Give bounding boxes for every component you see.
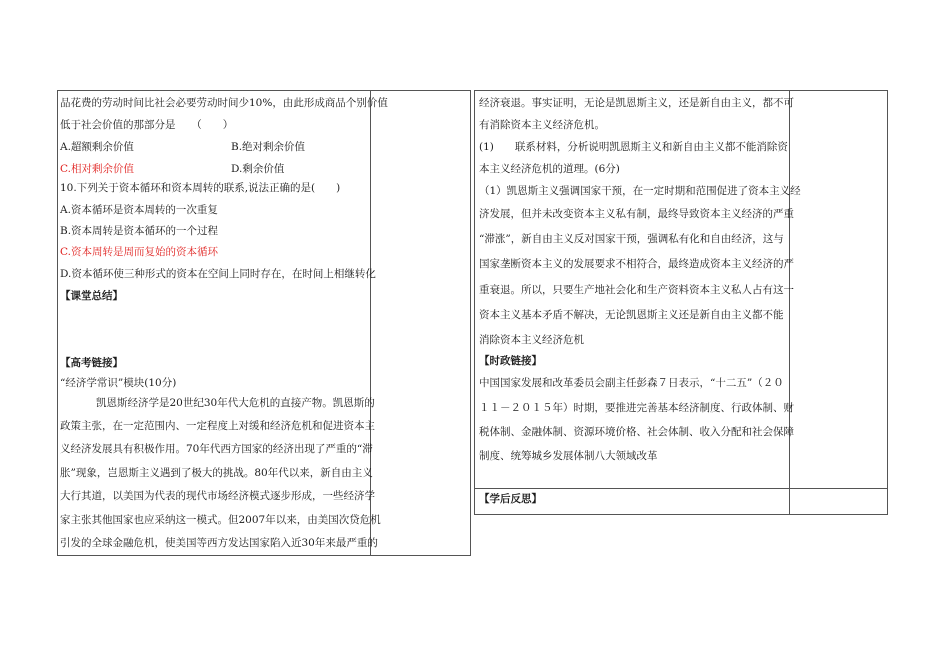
answer-line: （1）凯恩斯主义强调国家干预，在一定时期和范围促进了资本主义经 <box>479 185 801 197</box>
q9-option-a: A.超额剩余价值 <box>60 141 134 153</box>
passage-line: 义经济发展具有积极作用。70年代西方国家的经济出现了严重的“滞 <box>60 443 373 455</box>
answer-line: 国家垄断资本主义的发展要求不相符合，最终造成资本主义经济的严 <box>479 258 794 270</box>
news-heading: 【时政链接】 <box>479 355 542 367</box>
passage-line: 家主张其他国家也应采纳这一模式。但2007年以来，由美国次贷危机 <box>60 514 381 526</box>
news-line: 税体制、金融体制、资源环境价格、社会体制、收入分配和社会保障 <box>479 426 794 438</box>
q10-stem: 10.下列关于资本循环和资本周转的联系,说法正确的是( ) <box>60 182 341 194</box>
question-line2: 本主义经济危机的道理。(6分) <box>479 163 620 175</box>
q9-line1: 品花费的劳动时间比社会必要劳动时间少10%，由此形成商品个别价值 <box>60 97 388 109</box>
reflection-row-divider <box>475 488 887 489</box>
q9-option-d: D.剩余价值 <box>231 163 285 175</box>
answer-line: 济发展，但并未改变资本主义私有制，最终导致资本主义经济的严重 <box>479 208 794 220</box>
answer-line: 重衰退。所以，只要生产地社会化和生产资料资本主义私人占有这一 <box>479 284 794 296</box>
news-line: １１－２０１５年）时期，要推进完善基本经济制度、行政体制、财 <box>479 402 794 414</box>
passage-line: 政策主张，在一定范围内、一定程度上对缓和经济危机和促进资本主 <box>60 420 375 432</box>
passage-line: 引发的全球金融危机，使美国等西方发达国家陷入近30年来最严重的 <box>60 537 378 549</box>
q10-option-a: A.资本循环是资本周转的一次重复 <box>60 204 218 216</box>
left-table <box>57 90 471 556</box>
gaokao-heading: 【高考链接】 <box>60 357 123 369</box>
q10-option-b: B.资本周转是资本循环的一个过程 <box>60 225 219 237</box>
passage-line: 大行其道，以美国为代表的现代市场经济模式逐步形成，一些经济学 <box>60 490 375 502</box>
q10-option-c-answer: C.资本周转是周而复始的资本循环 <box>60 246 218 258</box>
answer-line: 消除资本主义经济危机 <box>479 334 584 346</box>
news-line: 制度、统筹城乡发展体制八大领域改革 <box>479 450 658 462</box>
left-column-divider <box>370 91 371 555</box>
q9-line2: 低于社会价值的那部分是 （ ） <box>60 119 234 131</box>
q9-option-c-answer: C.相对剩余价值 <box>60 163 134 175</box>
right-column-divider <box>789 91 790 514</box>
question-line1: (1) 联系材料，分析说明凯恩斯主义和新自由主义都不能消除资 <box>479 141 788 153</box>
module-title: “经济学常识”模块(10分) <box>60 377 177 389</box>
passage-line: 胀”现象，岂恩斯主义遇到了极大的挑战。80年代以来，新自由主义 <box>60 467 373 479</box>
passage-line: 凯恩斯经济学是20世纪30年代大危机的直接产物。凯恩斯的 <box>96 397 375 409</box>
passage-continued-line: 经济衰退。事实证明，无论是凯恩斯主义，还是新自由主义，都不可 <box>479 97 794 109</box>
summary-heading: 【课堂总结】 <box>60 290 123 302</box>
answer-line: 资本主义基本矛盾不解决，无论凯恩斯主义还是新自由主义都不能 <box>479 309 784 321</box>
q10-option-d: D.资本循环使三种形式的资本在空间上同时存在，在时间上相继转化 <box>60 268 376 280</box>
passage-continued-line: 有消除资本主义经济危机。 <box>479 119 605 131</box>
news-line: 中国国家发展和改革委员会副主任彭森７日表示，“十二五”（２０ <box>479 377 784 389</box>
reflection-heading: 【学后反思】 <box>479 493 542 505</box>
answer-line: “滞涨”，新自由主义反对国家干预，强调私有化和自由经济，这与 <box>479 233 784 245</box>
q9-option-b: B.绝对剩余价值 <box>231 141 306 153</box>
